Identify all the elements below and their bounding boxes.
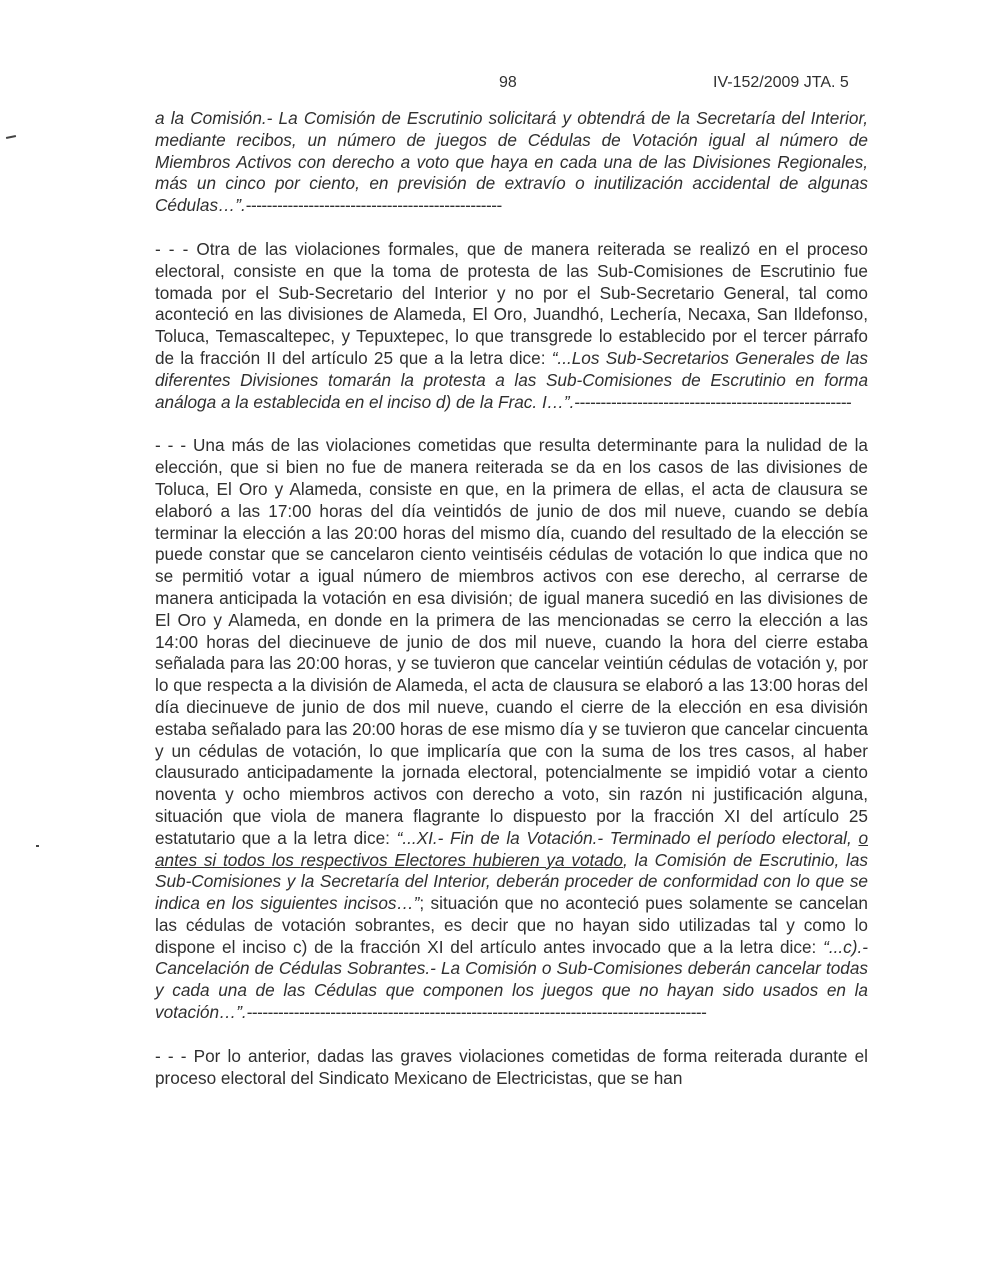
quoted-text: , la Comisión de Escrutinio, las Sub-Comisiones y la Secretaría del Interior, deberán proceder de conformidad con lo que se indica en los siguientes incisos…”: [155, 849, 868, 914]
quoted-text: a la Comisión.- La Comisión de Escrutinio solicitará y obtendrá de la Secretaría del Interior, mediante recibos, un número de juegos de Cédulas de Votación igual al número de Miembros Activos con derecho a voto que haya en cada una de las Divisiones Regionales, más un cinco por ciento, en previsión de extravío o inutilización accidental de algunas Cédulas…”.: [155, 108, 868, 216]
quoted-text: “...XI.- Fin de la Votación.- Terminado el período electoral,: [396, 827, 859, 848]
scan-mark: [6, 135, 16, 139]
text-segment: - - - Por lo anterior, dadas las graves violaciones cometidas de forma reiterada durante el proceso electoral del Sindicato Mexicano de Electricistas, que se han: [155, 1045, 868, 1088]
quoted-text: “...c).- Cancelación de Cédulas Sobrantes.- La Comisión o Sub-Comisiones deberán cancelar todas y cada una de las Cédulas que componen los juegos que no hayan sido usados en la votación…”.: [155, 936, 868, 1023]
page-header: [0, 74, 983, 98]
underlined-quote: o antes si todos los respectivos Electores hubieren ya votado: [155, 827, 869, 870]
paragraph: [155, 1046, 868, 1090]
paragraph: [155, 239, 868, 413]
text-segment: - - - Una más de las violaciones cometidas que resulta determinante para la nulidad de la elección, que si bien no fue de manera reiterada se da en los casos de las divisiones de Toluca, El Oro y Alameda, consiste en que, en la primera de ellas, el acta de clausura se elaboró a las 17:00 horas del día veintidós de junio de dos mil nueve, cuando se debía terminar la elección a las 20:00 horas del mismo día, cuando del resultado de la elección se puede constar que se cancelaron ciento veintiséis cédulas de votación lo que indica que no se permitió votar a igual número de miembros activos con ese derecho, al cerrarse de manera anticipada la votación en esa división; de igual manera sucedió en las divisiones de El Oro y Alameda, en donde en la primera de las mencionadas se cerro la elección a las 14:00 horas del diecinueve de junio de dos mil nueve, cuando la hora del cierre estaba señalada para las 20:00 horas, y se tuvieron que cancelar veintiún cédulas de votación y, por lo que respecta a la división de Alameda, el acta de clausura se elaboró a las 13:00 horas del día diecinueve de junio de dos mil nueve, cuando el cierre de la elección en esa división estaba señalado para las 20:00 horas de ese mismo día y se tuvieron que cancelar cincuenta y un cédulas de votación, lo que implicaría que con la suma de los tres casos, al haber clausurado anticipadamente la jornada electoral, potencialmente se impidió votar a ciento noventa y ocho miembros activos con derecho a voto, sin razón ni justificación alguna, situación que viola de manera flagrante lo dispuesto por la fracción XI del artículo 25 estatutario que a la letra dice:: [155, 435, 868, 848]
dash-filler: -------------------------------------------------: [245, 195, 502, 216]
dash-filler: -----------------------------------------------------: [574, 391, 852, 412]
paragraph: [155, 108, 868, 217]
page-number: 98: [499, 74, 517, 91]
case-number: IV-152/2009 JTA. 5: [713, 74, 849, 91]
text-segment: ; situación que no aconteció pues solamente se cancelan las cédulas de votación sobrantes, es decir que no hayan sido utilizadas tal y como lo dispone el inciso c) de la fracción XI del artículo antes invocado que a la letra dice:: [155, 893, 868, 957]
dash-filler: ----------------------------------------------------------------------------------------: [246, 1002, 707, 1023]
text-segment: - - - Otra de las violaciones formales, que de manera reiterada se realizó en el proceso electoral, consiste en que la toma de protesta de las Sub-Comisiones de Escrutinio fue tomada por el Sub-Secretario del Interior y no por el Sub-Secretario General, tal como aconteció en las divisiones de Alameda, El Oro, Juandhó, Lechería, Necaxa, San Ildefonso, Toluca, Temascaltepec, y Tepuxtepec, lo que transgrede lo establecido por el tercer párrafo de la fracción II del artículo 25 que a la letra dice:: [155, 238, 868, 368]
paragraph: [155, 435, 868, 1024]
body-text: [155, 108, 868, 1089]
quoted-text: “...Los Sub-Secretarios Generales de las diferentes Divisiones tomarán la protesta a las Sub-Comisiones de Escrutinio en forma análoga a la establecida en el inciso d) de la Frac. I…”.: [155, 347, 868, 412]
scan-mark: [36, 845, 39, 847]
